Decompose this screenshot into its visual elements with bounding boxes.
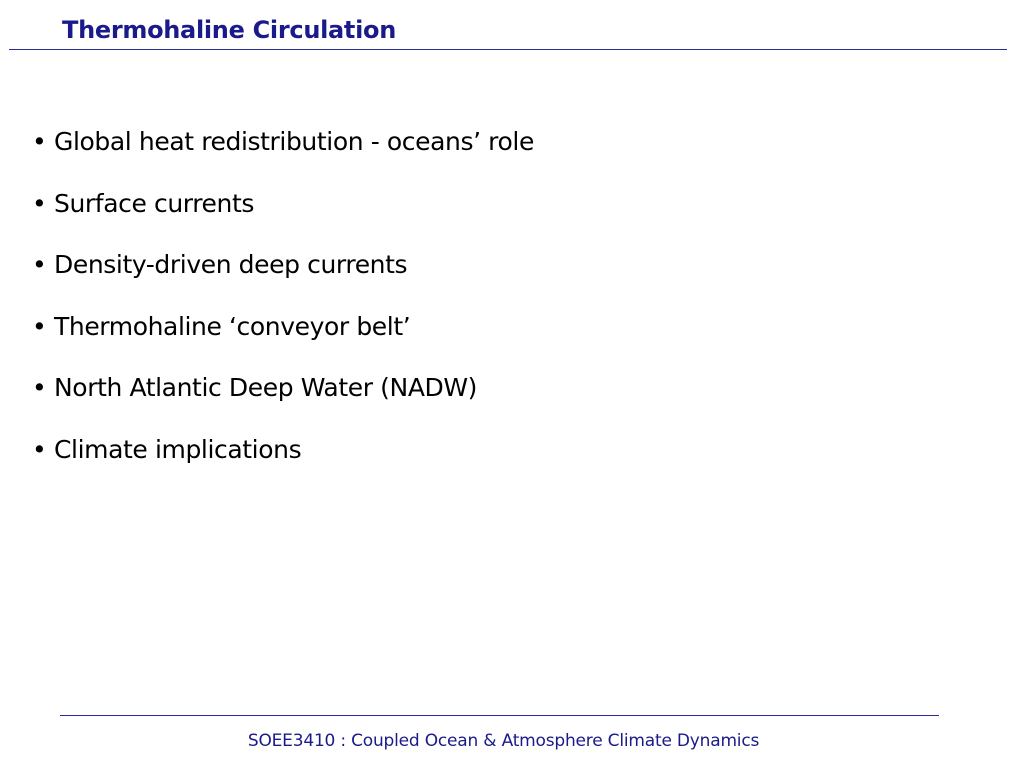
bullet-item xyxy=(32,124,534,186)
bullet-item xyxy=(32,370,534,432)
bullet-dot: • xyxy=(32,373,47,402)
bullet-text: Climate implications xyxy=(54,434,302,464)
bullet-text: Surface currents xyxy=(54,188,254,218)
bullet-dot: • xyxy=(32,434,47,464)
title-divider xyxy=(9,49,1007,50)
bullet-item xyxy=(32,186,534,248)
bullet-list xyxy=(32,124,534,493)
bullet-item xyxy=(32,432,534,494)
bullet-dot: • xyxy=(32,127,47,156)
bullet-item xyxy=(32,247,534,309)
bullet-text: Thermohaline ‘conveyor belt’ xyxy=(54,311,411,341)
bullet-text: North Atlantic Deep Water (NADW) xyxy=(54,373,478,402)
footer-course-label: SOEE3410 : Coupled Ocean & Atmosphere Climate Dynamics xyxy=(247,731,760,751)
footer-divider xyxy=(60,715,939,716)
bullet-dot: • xyxy=(32,311,47,341)
bullet-item xyxy=(32,309,534,371)
bullet-dot: • xyxy=(32,250,47,279)
bullet-text: Global heat redistribution - oceans’ role xyxy=(54,127,534,156)
bullet-text: Density-driven deep currents xyxy=(54,250,408,279)
bullet-dot: • xyxy=(32,188,47,218)
slide-title: Thermohaline Circulation xyxy=(62,16,397,44)
